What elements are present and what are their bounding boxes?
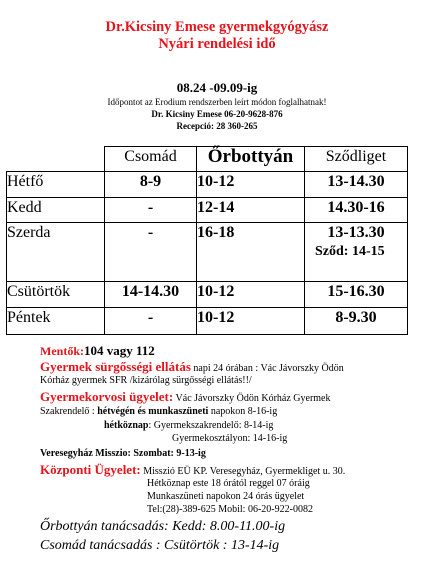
ambulance-number: 104 vagy 112 xyxy=(84,343,155,358)
szod-extra-hours: Sződ: 14-15 xyxy=(315,244,385,259)
szodliget-main-hours: 13-13.30 xyxy=(327,224,385,241)
orbottyan-counselling: Őrbottyán tanácsadás: Kedd: 8.00-11.00-ig xyxy=(40,519,286,534)
day-label: Hétfő xyxy=(7,172,105,198)
szodliget-hours: 8-9.30 xyxy=(305,308,408,335)
day-label: Csütörtök xyxy=(7,282,105,308)
day-label: Péntek xyxy=(7,308,105,335)
day-label: Szerda xyxy=(7,223,105,282)
veresegyhaz-text: Szombat: 9-13-ig xyxy=(133,448,206,459)
central-duty-line-3: Munkaszüneti napokon 24 órás ügyelet xyxy=(147,491,305,502)
csomad-hours: 14-14.30 xyxy=(105,282,197,308)
page-title: Dr.Kicsiny Emese gyermekgyógyász xyxy=(105,19,329,35)
duty-text: Vác Jávorszky Ödön Kórház Gyermek xyxy=(173,393,331,404)
orbottyan-hours: 12-14 xyxy=(197,198,305,223)
ward-line: Gyermekosztályon: 14-16-ig xyxy=(172,433,288,444)
csomad-counselling: Csomád tanácsadás : Csütörtök : 13-14-ig xyxy=(40,538,280,553)
szodliget-hours: 15-16.30 xyxy=(305,282,408,308)
table-row xyxy=(7,282,408,308)
orbottyan-hours: 10-12 xyxy=(197,172,305,198)
table-row xyxy=(7,198,408,223)
weekday-line xyxy=(104,420,273,432)
table-row xyxy=(7,172,408,198)
veresegyhaz-line xyxy=(40,448,206,460)
csomad-hours: 8-9 xyxy=(105,172,197,198)
duty-label: Gyermekorvosi ügyelet: xyxy=(40,389,174,404)
schedule-table xyxy=(6,146,408,335)
table-row xyxy=(7,223,408,282)
central-duty-label: Központi Ügyelet: xyxy=(40,462,141,477)
specialist-line xyxy=(40,406,277,418)
szodliget-hours: 13-14.30 xyxy=(305,172,408,198)
szodliget-hours: 14.30-16 xyxy=(305,198,408,223)
central-duty-line xyxy=(40,464,345,478)
column-orbottyan: Őrbottyán xyxy=(197,147,305,172)
csomad-hours: - xyxy=(105,223,197,282)
table-row xyxy=(7,308,408,335)
booking-info: Időpontot az Erodium rendszerben leírt módon foglalhatnak! xyxy=(107,97,327,107)
orbottyan-hours: 10-12 xyxy=(197,308,305,335)
csomad-hours: - xyxy=(105,198,197,223)
veresegyhaz-label: Veresegyház Misszio: xyxy=(40,448,134,459)
date-range: 08.24 -09.09-ig xyxy=(176,80,258,95)
emergency-line-2: Kórház gyermek SFR /kizárólag sürgősségi ellátás!!/ xyxy=(40,375,252,386)
page-subtitle: Nyári rendelési idő xyxy=(158,36,276,52)
emergency-line xyxy=(40,361,344,375)
schedule-header-row xyxy=(7,147,408,172)
specialist-bold: hétvégén és munkaszüneti xyxy=(97,406,209,417)
doctor-phone: Dr. Kicsiny Emese 06-20-9628-876 xyxy=(151,109,283,119)
szodliget-hours xyxy=(305,223,408,282)
csomad-hours: - xyxy=(105,308,197,335)
central-duty-line-2: Hétköznap este 18 órától reggel 07 óráig xyxy=(147,478,310,489)
emergency-text: napi 24 órában : Vác Jávorszky Ödön xyxy=(190,363,344,374)
column-szodliget: Sződliget xyxy=(305,147,408,172)
emergency-label: Gyermek sürgősségi ellátás xyxy=(40,359,191,374)
column-csomad: Csomád xyxy=(105,147,197,172)
weekday-bold: hétköznap xyxy=(104,420,149,431)
duty-line xyxy=(40,391,330,405)
central-duty-text: Misszió EÜ KP. Veresegyház, Gyermekliget u. 30. xyxy=(140,466,346,477)
ambulance-label: Mentők: xyxy=(40,344,84,358)
weekday-text: : Gyermekszakrendelő: 8-14-ig xyxy=(148,420,274,431)
header-empty-cell xyxy=(7,147,105,172)
central-duty-line-4: Tel:(28)-389-625 Mobil: 06-20-922-0082 xyxy=(147,504,313,515)
specialist-text: napokon 8-16-ig xyxy=(208,406,278,417)
ambulance-line xyxy=(40,343,155,359)
day-label: Kedd xyxy=(7,198,105,223)
orbottyan-hours: 16-18 xyxy=(197,223,305,282)
specialist-label: Szakrendelő : xyxy=(40,406,98,417)
reception-phone: Recepció: 28 360-265 xyxy=(176,121,258,131)
orbottyan-hours: 10-12 xyxy=(197,282,305,308)
